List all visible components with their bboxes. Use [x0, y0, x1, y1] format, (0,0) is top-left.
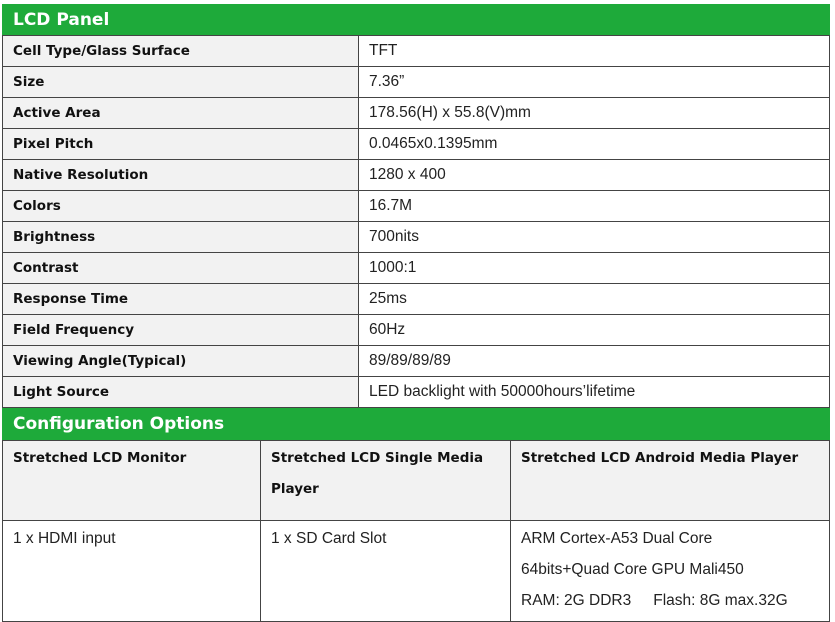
- table-row: [3, 160, 830, 191]
- spec-value: LED backlight with 50000hours’lifetime: [359, 377, 830, 408]
- table-row: [3, 36, 830, 67]
- spec-key: Size: [3, 67, 359, 98]
- option-line: 64bits+Quad Core GPU Mali450: [521, 561, 744, 578]
- spec-value: 178.56(H) x 55.8(V)mm: [359, 98, 830, 129]
- spec-key: Light Source: [3, 377, 359, 408]
- spec-value: 16.7M: [359, 191, 830, 222]
- spec-value: 89/89/89/89: [359, 346, 830, 377]
- configuration-options-header: Configuration Options: [2, 408, 830, 440]
- table-row: [3, 222, 830, 253]
- table-row: [3, 253, 830, 284]
- lcd-panel-table: [2, 35, 830, 408]
- spec-key: Viewing Angle(Typical): [3, 346, 359, 377]
- header-line: Player: [271, 481, 319, 497]
- spec-value: 7.36”: [359, 67, 830, 98]
- spec-key: Contrast: [3, 253, 359, 284]
- option-line: 1 x HDMI input: [13, 530, 116, 547]
- column-header-monitor: [3, 441, 261, 521]
- lcd-panel-header: LCD Panel: [2, 4, 830, 35]
- table-row: [3, 284, 830, 315]
- table-row: [3, 346, 830, 377]
- ram-spec: RAM: 2G DDR3: [521, 592, 632, 609]
- spec-sheet: [2, 4, 830, 622]
- option-line: ARM Cortex-A53 Dual Core: [521, 530, 713, 547]
- spec-key: Colors: [3, 191, 359, 222]
- configuration-body-row: [3, 521, 830, 622]
- spec-key: Response Time: [3, 284, 359, 315]
- table-row: [3, 129, 830, 160]
- spec-value: 60Hz: [359, 315, 830, 346]
- android-media-player-options: [511, 521, 830, 622]
- spec-value: 0.0465x0.1395mm: [359, 129, 830, 160]
- table-row: [3, 377, 830, 408]
- table-row: [3, 98, 830, 129]
- configuration-table: [2, 440, 830, 622]
- flash-spec: Flash: 8G max.32G: [653, 592, 788, 609]
- monitor-options: [3, 521, 261, 622]
- spec-key: Active Area: [3, 98, 359, 129]
- spec-key: Native Resolution: [3, 160, 359, 191]
- table-row: [3, 315, 830, 346]
- single-media-player-options: [261, 521, 511, 622]
- memory-line: [521, 590, 821, 621]
- table-row: [3, 191, 830, 222]
- configuration-header-row: [3, 441, 830, 521]
- header-line: Stretched LCD Android Media Player: [521, 450, 799, 466]
- option-line: 1 x SD Card Slot: [271, 530, 387, 547]
- spec-value: 1280 x 400: [359, 160, 830, 191]
- spec-value: TFT: [359, 36, 830, 67]
- spec-key: Cell Type/Glass Surface: [3, 36, 359, 67]
- column-header-single-media-player: [261, 441, 511, 521]
- spec-key: Brightness: [3, 222, 359, 253]
- header-line: Stretched LCD Monitor: [13, 450, 187, 466]
- spec-key: Field Frequency: [3, 315, 359, 346]
- table-row: [3, 67, 830, 98]
- header-line: Stretched LCD Single Media: [271, 450, 484, 466]
- column-header-android-media-player: [511, 441, 830, 521]
- spec-value: 25ms: [359, 284, 830, 315]
- spec-value: 1000:1: [359, 253, 830, 284]
- spec-value: 700nits: [359, 222, 830, 253]
- spec-key: Pixel Pitch: [3, 129, 359, 160]
